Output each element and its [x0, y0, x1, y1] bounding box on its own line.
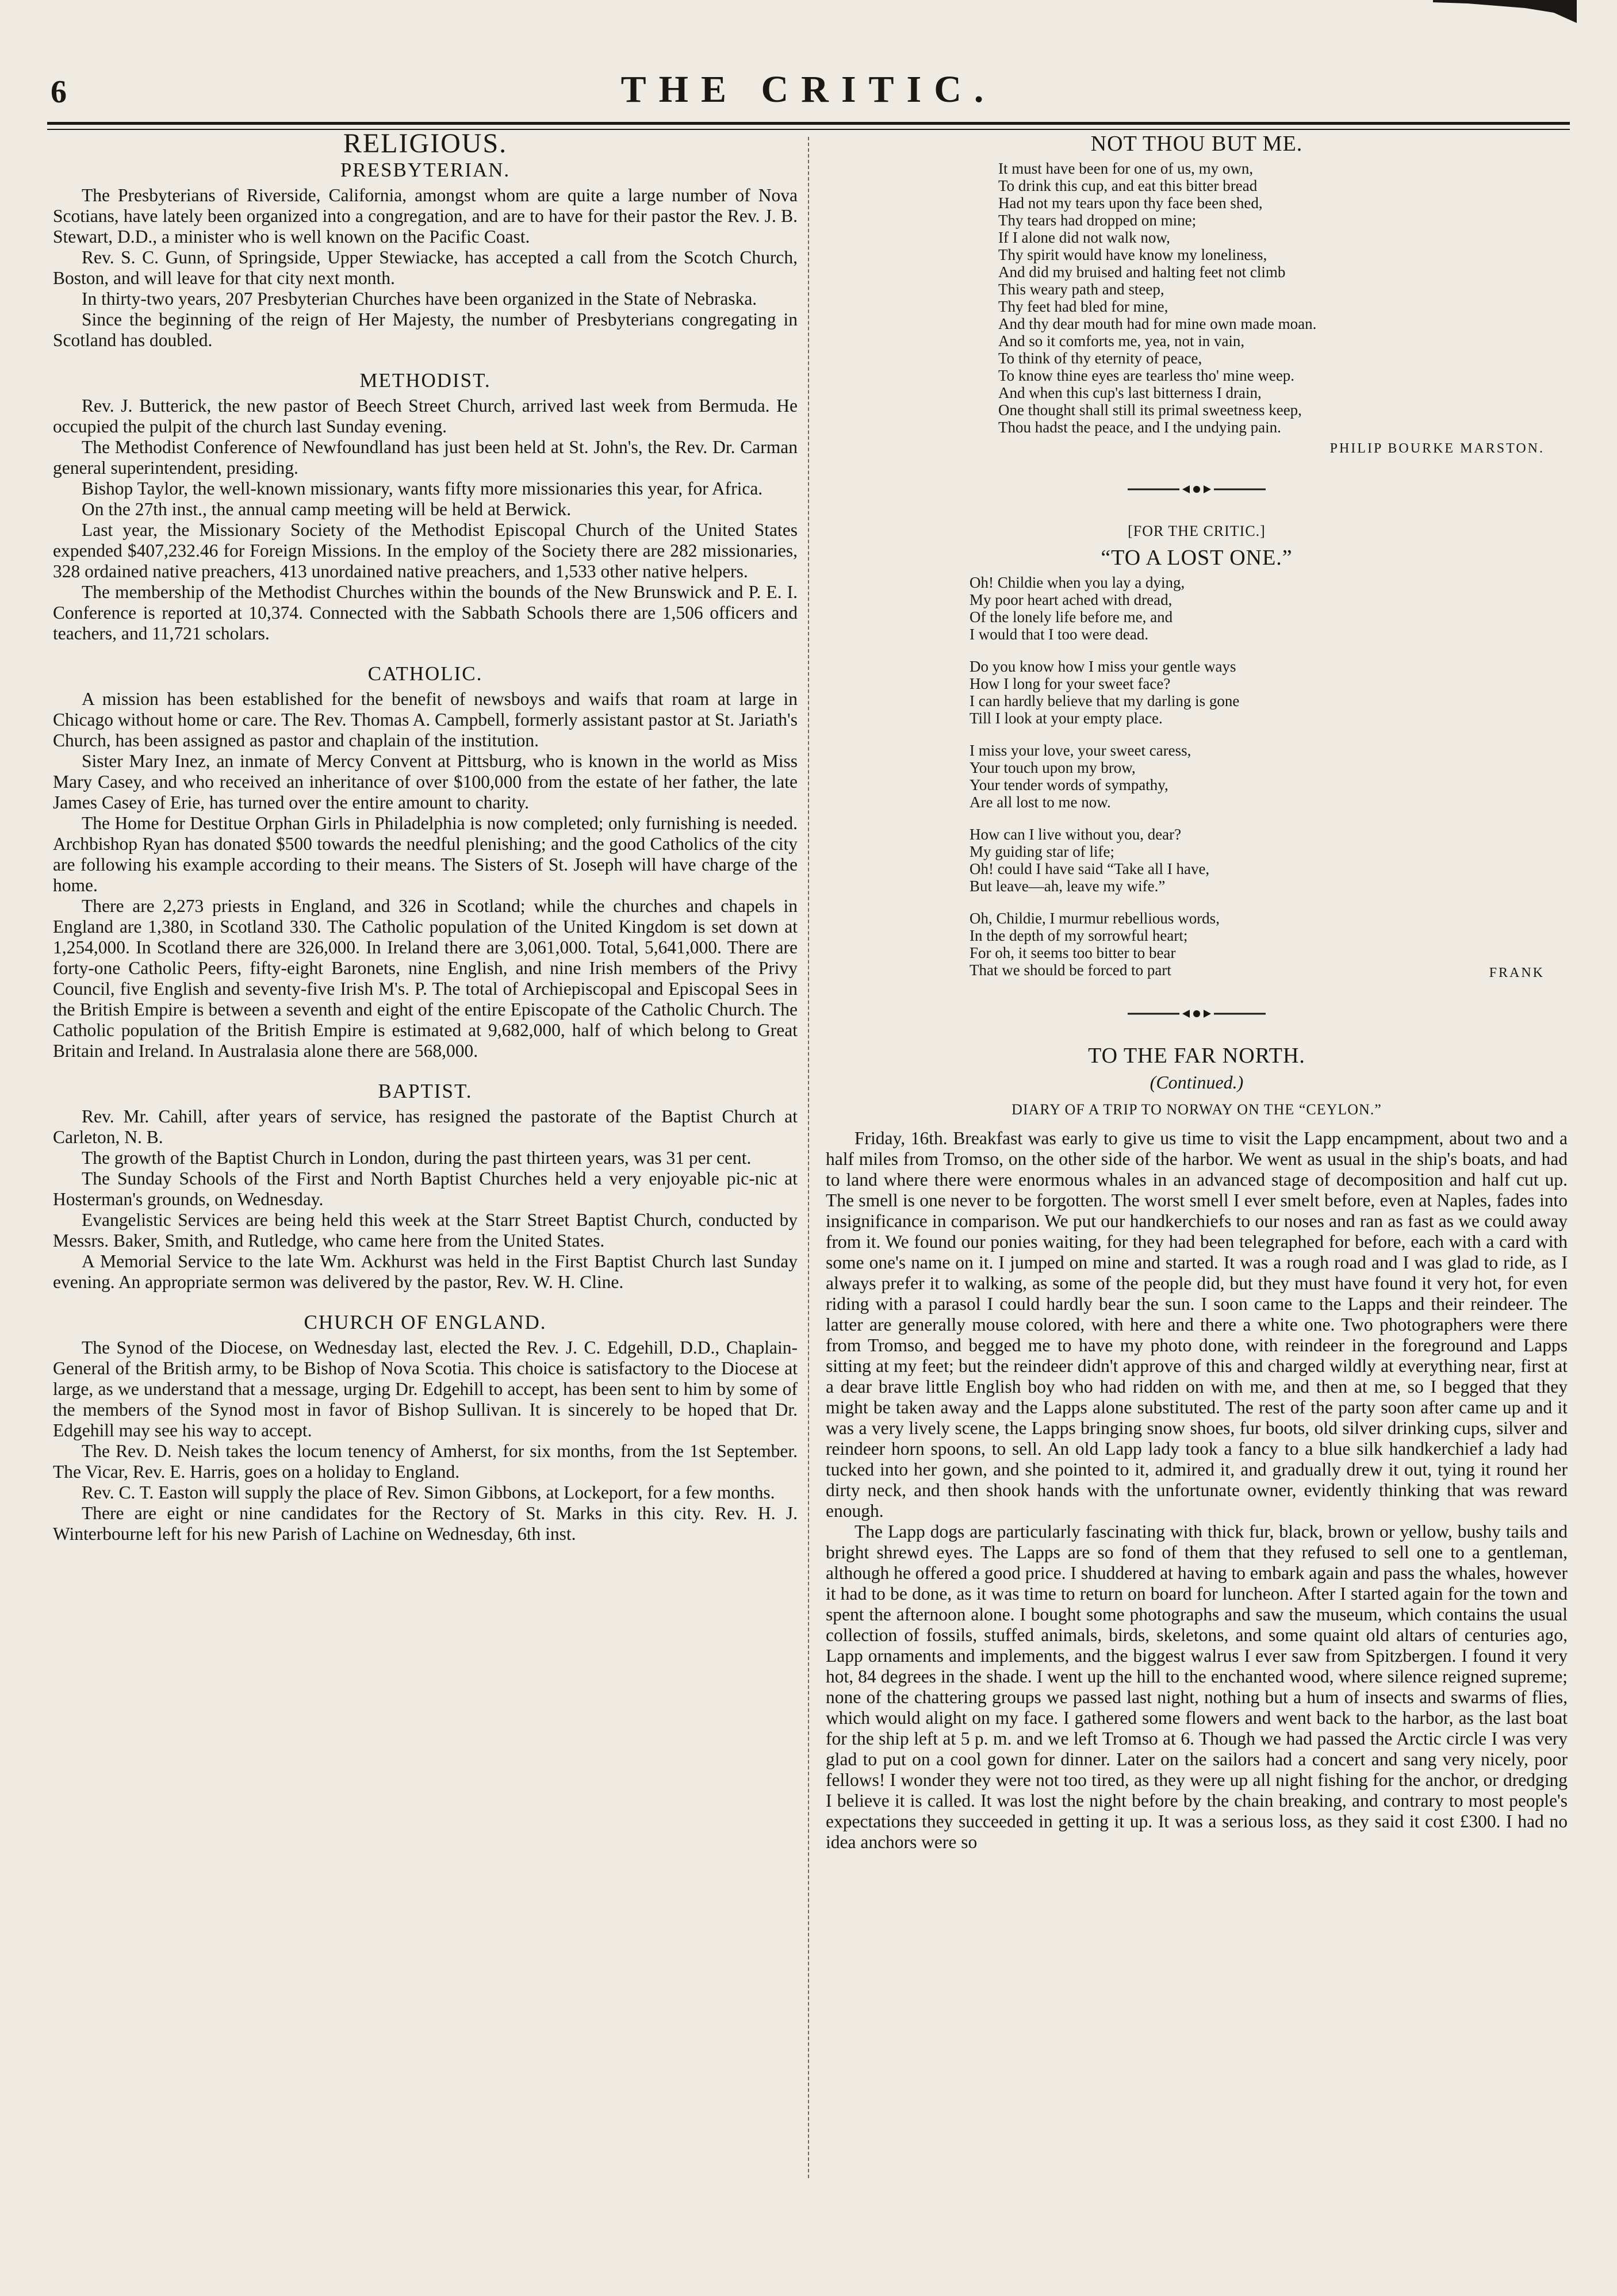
poem-line: For oh, it seems too bitter to bear [970, 944, 1176, 961]
poem-body [970, 574, 1372, 979]
methodist-paragraph: Last year, the Missionary Society of the Methodist Episcopal Church of the United States expended $407,232.46 for Foreign Missions. In the employ of the Society there are 282 missionaries, 328 ordained native preachers, 413 unordained native preachers, and 1,533 other native helpers. [53, 520, 798, 581]
poem-line: Thou hadst the peace, and I the undying pain. [998, 419, 1281, 436]
baptist-paragraph: The Sunday Schools of the First and North Baptist Churches held a very enjoyable pic-nic at Hosterman's grounds, on Wednesday. [53, 1168, 798, 1209]
presbyterian-paragraph: The Presbyterians of Riverside, California, amongst whom are quite a large number of Nova Scotians, have lately been organized into a congregation, and are to have for their pastor the Rev. J. B. Stewart, D.D., a minister who is well known on the Pacific Coast. [53, 185, 798, 247]
poem-line: Thy feet had bled for mine, [998, 298, 1168, 315]
catholic-paragraph: A mission has been established for the benefit of newsboys and waifs that roam at large in Chicago without home or care. The Rev. Thomas A. Campbell, formerly assistant pastor at St. Jariath's Church, has been assigned as pastor and chaplain of the institution. [53, 689, 798, 750]
methodist-paragraph: Bishop Taylor, the well-known missionary, wants fifty more missionaries this year, for Africa. [82, 478, 763, 499]
masthead: THE CRITIC. [620, 68, 997, 110]
church-of-england-section [53, 1337, 798, 1544]
baptist-paragraph: Rev. Mr. Cahill, after years of service, has resigned the pastorate of the Baptist Church at Carleton, N. B. [53, 1106, 798, 1147]
baptist-heading: BAPTIST. [378, 1080, 473, 1102]
church-of-england-paragraph: Rev. C. T. Easton will supply the place of Rev. Simon Gibbons, at Lockeport, for a few months. [82, 1482, 775, 1502]
poem-line: One thought shall still its primal sweetness keep, [998, 401, 1302, 419]
poem-line: And when this cup's last bitterness I drain, [998, 384, 1262, 401]
church-of-england-paragraph: The Synod of the Diocese, on Wednesday last, elected the Rev. J. C. Edgehill, D.D., Chaplain-General of the British army, to be Bishop of Nova Scotia. This choice is satisfactory to the Diocese at large, as we understand that a message, urging Dr. Edgehill to accept, has been sent to him by some of the members of the Synod most in favor of Bishop Sullivan. It is sincerely to be hoped that Dr. Edgehill may see his way to accept. [53, 1337, 798, 1440]
ornament-icon [1128, 484, 1266, 495]
religious-heading: RELIGIOUS. [343, 128, 508, 159]
ornament-icon [1128, 1009, 1266, 1019]
poem-line: Thy tears had dropped on mine; [998, 212, 1197, 229]
column-divider [808, 137, 809, 2178]
presbyterian-paragraph: In thirty-two years, 207 Presbyterian Churches have been organized in the State of Nebraska. [82, 289, 757, 309]
poem-body [998, 160, 1401, 436]
poem-signature: PHILIP BOURKE MARSTON. [1329, 441, 1545, 456]
poem-line: If I alone did not walk now, [998, 229, 1170, 246]
catholic-paragraph: The Home for Destitue Orphan Girls in Philadelphia is now completed; only furnishing is needed. Archbishop Ryan has donated $500 towards the needful plenishing; and the good Catholics of the city are following his example according to their means. The Sisters of St. Joseph will have charge of the home. [53, 813, 798, 895]
methodist-heading: METHODIST. [359, 369, 491, 392]
poem-kicker: [FOR THE CRITIC.] [1128, 523, 1266, 539]
poem-line: To know thine eyes are tearless tho' mine weep. [998, 367, 1295, 384]
poem-title: NOT THOU BUT ME. [1090, 132, 1303, 156]
section-ornament [826, 1003, 1568, 1024]
article-paragraph: The Lapp dogs are particularly fascinating with thick fur, black, brown or yellow, bushy tails and bright shrewd eyes. The Lapps are so fond of them that they refused to sell one to a gentleman, although he offered a good price. I shuddered at having to embark again and pass the whales, however it had to be done, as it was time to return on board for luncheon. After I started again for the town and spent the afternoon alone. I bought some photographs and saw the museum, which contains the usual collection of fossils, stuffed animals, birds, skeletons, and some quaint old altars of centuries ago, Lapp ornaments and implements, and the biggest walrus I ever saw from Spitzbergen. I found it very hot, 84 degrees in the shade. I went up the hill to the enchanted wood, where silence reigned supreme; none of the chattering groups we passed last night, nothing but a hum of insects and swarms of flies, which would alight on my face. I gathered some flowers and went back to the harbor, as the last boat for the ship left at 5 p. m. and we left Tromso at 6. Though we had passed the Arctic circle I was very glad to put on a cool gown for dinner. Later on the sailors had a concert and sang very nicely, poor fellows! I wonder they were not too tired, as they were up all night fishing for the anchor, or dredging I believe it is called. It was lost the night before by the chain breaking, and contrary to most people's expectations they succeeded in getting it up. It was a serious loss, as they said it cost £300. I had no idea anchors were so [826, 1521, 1568, 1852]
poem-line: And so it comforts me, yea, not in vain, [998, 332, 1245, 350]
baptist-paragraph: A Memorial Service to the late Wm. Ackhurst was held in the First Baptist Church last Sunday evening. An appropriate sermon was delivered by the pastor, Rev. W. H. Cline. [53, 1251, 798, 1292]
presbyterian-paragraph: Rev. S. C. Gunn, of Springside, Upper Stewiacke, has accepted a call from the Scotch Church, Boston, and will leave for that city next month. [53, 247, 798, 288]
poem-line: I can hardly believe that my darling is gone [970, 692, 1240, 710]
poem-line: To think of thy eternity of peace, [998, 350, 1202, 367]
catholic-paragraph: Sister Mary Inez, an inmate of Mercy Convent at Pittsburg, who is known in the world as Miss Mary Casey, and who received an inheritance of over $100,000 from the estate of her father, the late James Casey of Erie, has turned over the entire amount to charity. [53, 751, 798, 812]
article-body [826, 1128, 1568, 1853]
catholic-heading: CATHOLIC. [367, 662, 483, 685]
catholic-paragraph: There are 2,273 priests in England, and 326 in Scotland; while the churches and chapels in England are 1,380, in Scotland 330. The Catholic population of the United Kingdom is set down at 1,254,000. In Scotland there are 326,000. In Ireland there are 3,061,000. Total, 5,641,000. There are forty-one Catholic Peers, fifty-eight Baronets, nine English, and nine Irish members of the Privy Council, five English and seventy-five Irish M's. P. The total of Archiepiscopal and Episcopal Sees in the British Empire is between a seventh and eight of the entire Episcopate of the Catholic Church. The Catholic population of the British Empire is estimated at 9,682,000, half of which belong to Great Britain and Ireland. In Australasia alone there are 568,000. [53, 896, 798, 1061]
poem-line: Your tender words of sympathy, [970, 776, 1168, 794]
poem-line: But leave—ah, leave my wife.” [970, 877, 1166, 895]
poem-line: To drink this cup, and eat this bitter bread [998, 177, 1258, 194]
poem-line: And did my bruised and halting feet not climb [998, 263, 1286, 281]
methodist-paragraph: The Methodist Conference of Newfoundland has just been held at St. John's, the Rev. Dr. Carman general superintendent, presiding. [53, 437, 798, 478]
poem-line: Are all lost to me now. [970, 794, 1111, 811]
baptist-paragraph: Evangelistic Services are being held this week at the Starr Street Baptist Church, conducted by Messrs. Baker, Smith, and Rutledge, who came here from the United States. [53, 1210, 798, 1251]
baptist-section [53, 1106, 798, 1293]
methodist-paragraph: On the 27th inst., the annual camp meeting will be held at Berwick. [82, 499, 572, 519]
church-of-england-paragraph: There are eight or nine candidates for the Rectory of St. Marks in this city. Rev. H. J. Winterbourne left for his new Parish of Lachine on Wednesday, 6th inst. [53, 1503, 798, 1544]
poem-line: Oh! Childie when you lay a dying, [970, 574, 1185, 591]
continued-note: (Continued.) [1149, 1072, 1244, 1093]
poem-line: And thy dear mouth had for mine own made moan. [998, 315, 1317, 332]
catholic-section [53, 689, 798, 1061]
section-ornament [826, 478, 1568, 499]
poem-line: Your touch upon my brow, [970, 759, 1136, 776]
poem-line: My poor heart ached with dread, [970, 591, 1172, 608]
poem-title: “TO A LOST ONE.” [1101, 546, 1293, 570]
poem-line: Do you know how I miss your gentle ways [970, 658, 1236, 675]
baptist-paragraph: The growth of the Baptist Church in London, during the past thirteen years, was 31 per cent. [82, 1148, 752, 1168]
church-of-england-heading: CHURCH OF ENGLAND. [304, 1311, 547, 1333]
poem-line: Till I look at your empty place. [970, 710, 1163, 727]
poem-line: I would that I too were dead. [970, 626, 1149, 643]
poem-signature: FRANK [1489, 965, 1545, 980]
diary-subtitle: DIARY OF A TRIP TO NORWAY ON THE “CEYLON.” [1011, 1101, 1382, 1118]
church-of-england-paragraph: The Rev. D. Neish takes the locum tenency of Amherst, for six months, from the 1st September. The Vicar, Rev. E. Harris, goes on a holiday to England. [53, 1441, 798, 1482]
right-column [826, 133, 1568, 1853]
poem-line: In the depth of my sorrowful heart; [970, 927, 1188, 944]
poem-line: I miss your love, your sweet caress, [970, 742, 1191, 759]
poem-line: Oh! could I have said “Take all I have, [970, 860, 1210, 877]
header-rule-thin [47, 129, 1570, 130]
poem-line: Thy spirit would have know my loneliness, [998, 246, 1267, 263]
presbyterian-paragraph: Since the beginning of the reign of Her Majesty, the number of Presbyterians congregating in Scotland has doubled. [53, 309, 798, 350]
presbyterian-section [53, 185, 798, 351]
header-rule-thick [47, 122, 1570, 125]
methodist-section [53, 396, 798, 644]
poem-line: It must have been for one of us, my own, [998, 160, 1254, 177]
left-column [53, 128, 798, 1544]
article-paragraph: Friday, 16th. Breakfast was early to give us time to visit the Lapp encampment, about two and a half miles from Tromso, on the other side of the harbor. We went as usual in the ship's boats, and had to land where there were enormous whales in an advanced stage of decomposition and half cut up. The smell is one never to be forgotten. The worst smell I ever smelt before, even at Naples, fades into insignificance in comparison. We put our handkerchiefs to our noses and ran as fast as we could away from it. We found our ponies waiting, for they had been telegraphed for before, each with a card with some one's name on it. I jumped on mine and started. It was a rough road and I was glad to ride, as I always prefer it to walking, as some of the people did, but they must have found it very hot, for even riding with a parasol I could hardly bear the sun. I soon came to the Lapps and their reindeer. The latter are generally mouse colored, with here and there a white one. Two photographers were there from Tromso, and begged me to have my photo done, with reindeer in the foreground and Lapps sitting at my feet; but the reindeer didn't approve of this and charged wildly at everything near, first at a dear brave little English boy who had ridden on with me, and then at me, so I begged that they might be taken away and the Lapps alone substituted. The rest of the party soon after came up and it was a very lively scene, the Lapps bringing snow shoes, fur boots, old silver drinking cups, silver and reindeer horn spoons, to sell. An old Lapp lady took a fancy to a blue silk handkerchief a lady had tucked into her gown, and she pointed to it, admired it, and gradually drew it out, tying it round her dirty neck, and then shook hands with the unfortunate owner, evidently thinking that was reward enough. [826, 1128, 1568, 1521]
poem-line: My guiding star of life; [970, 843, 1114, 860]
poem-line: Of the lonely life before me, and [970, 608, 1173, 626]
poem-line: Had not my tears upon thy face been shed, [998, 194, 1263, 212]
methodist-paragraph: Rev. J. Butterick, the new pastor of Beech Street Church, arrived last week from Bermuda. He occupied the pulpit of the church last Sunday evening. [53, 396, 798, 436]
page-number: 6 [51, 74, 67, 110]
poem-line: That we should be forced to part [970, 961, 1171, 979]
poem-line: How I long for your sweet face? [970, 675, 1171, 692]
poem-line: Oh, Childie, I murmur rebellious words, [970, 910, 1220, 927]
torn-edge-mark [1433, 0, 1577, 29]
poem-line: How can I live without you, dear? [970, 826, 1182, 843]
poem-line: This weary path and steep, [998, 281, 1164, 298]
methodist-paragraph: The membership of the Methodist Churches within the bounds of the New Brunswick and P. E. I. Conference is reported at 10,374. Connected with the Sabbath Schools there are 1,506 officers and teachers, and 11,721 scholars. [53, 582, 798, 643]
article-title: TO THE FAR NORTH. [1088, 1044, 1305, 1068]
presbyterian-heading: PRESBYTERIAN. [340, 159, 511, 181]
